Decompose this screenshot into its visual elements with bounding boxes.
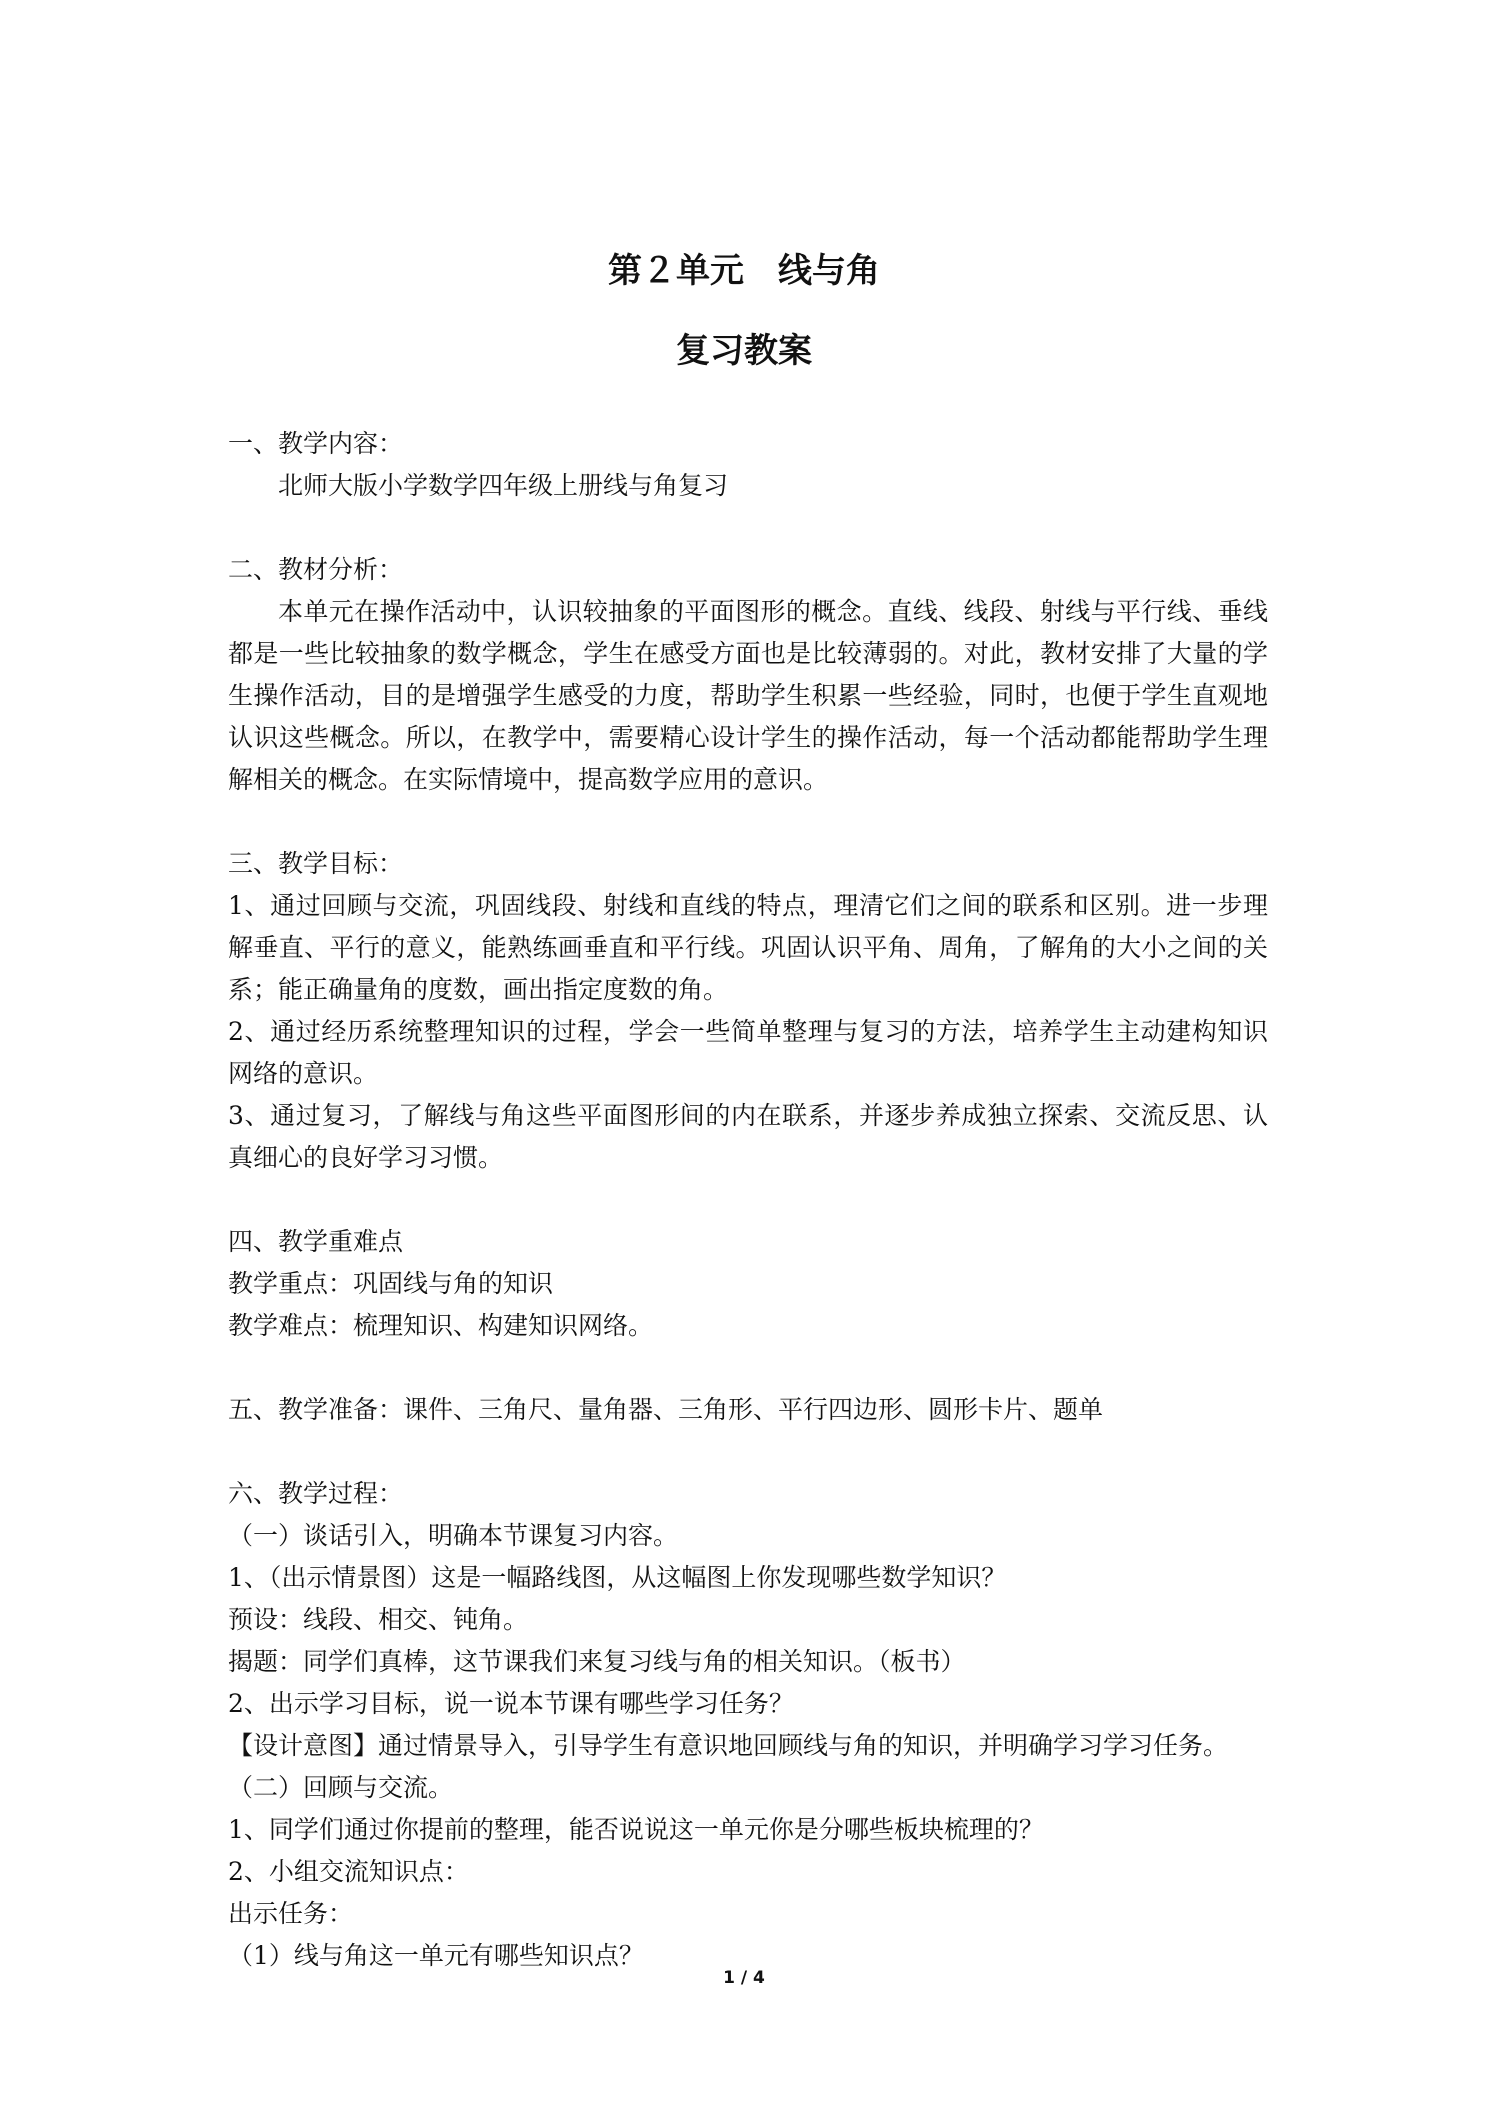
- task-item-1: （1）线与角这一单元有哪些知识点？: [228, 1941, 644, 1970]
- page-title: 第２单元 线与角: [608, 251, 880, 291]
- spacer: [228, 1347, 1268, 1389]
- review-item-2: 2、小组交流知识点：: [228, 1857, 469, 1886]
- process-part-2: （二）回顾与交流。: [228, 1773, 454, 1802]
- process-question-1: 1、（出示情景图）这是一幅路线图，从这幅图上你发现哪些数学知识？: [228, 1563, 1007, 1592]
- review-item-1: 1、同学们通过你提前的整理，能否说说这一单元你是分哪些板块梳理的？: [228, 1815, 1044, 1844]
- process-reveal: 揭题：同学们真棒，这节课我们来复习线与角的相关知识。（板书）: [228, 1647, 966, 1676]
- section-body-content: 北师大版小学数学四年级上册线与角复习: [278, 471, 729, 500]
- goal-item-3: 3、通过复习，了解线与角这些平面图形间的内在联系，并逐步养成独立探索、交流反思、认真细心的良好学习习惯。: [228, 1101, 1268, 1172]
- process-preset: 预设：线段、相交、钝角。: [228, 1605, 529, 1634]
- goal-item-1: 1、通过回顾与交流，巩固线段、射线和直线的特点，理清它们之间的联系和区别。进一步理解垂直、平行的意义，能熟练画垂直和平行线。巩固认识平角、周角，了解角的大小之间的关系；能正确量角的度数，画出指定度数的角。: [228, 891, 1268, 1004]
- section-heading-goals: 三、教学目标：: [228, 849, 404, 878]
- page-number: 1 / 4: [723, 1968, 765, 1988]
- design-intent: 【设计意图】通过情景导入，引导学生有意识地回顾线与角的知识，并明确学习学习任务。: [228, 1731, 1229, 1760]
- task-label: 出示任务：: [228, 1899, 354, 1928]
- section-body-analysis: 本单元在操作活动中，认识较抽象的平面图形的概念。直线、线段、射线与平行线、垂线都是一些比较抽象的数学概念，学生在感受方面也是比较薄弱的。对此，教材安排了大量的学生操作活动，目的是增强学生感受的力度，帮助学生积累一些经验，同时，也便于学生直观地认识这些概念。所以，在教学中，需要精心设计学生的操作活动，每一个活动都能帮助学生理解相关的概念。在实际情境中，提高数学应用的意识。: [228, 597, 1268, 794]
- section-preparation: 五、教学准备：课件、三角尺、量角器、三角形、平行四边形、圆形卡片、题单: [228, 1395, 1104, 1424]
- page-subtitle: 复习教案: [676, 331, 812, 371]
- section-heading-analysis: 二、教材分析：: [228, 555, 404, 584]
- section-heading-process: 六、教学过程：: [228, 1479, 404, 1508]
- process-part-1: （一）谈话引入，明确本节课复习内容。: [228, 1521, 679, 1550]
- spacer: [228, 801, 1268, 843]
- spacer: [228, 1179, 1268, 1221]
- section-heading-content: 一、教学内容：: [228, 429, 404, 458]
- difficult-point: 教学难点：梳理知识、构建知识网络。: [228, 1311, 654, 1340]
- spacer: [228, 1431, 1268, 1473]
- key-point: 教学重点：巩固线与角的知识: [228, 1269, 554, 1298]
- goal-item-2: 2、通过经历系统整理知识的过程，学会一些简单整理与复习的方法，培养学生主动建构知识网络的意识。: [228, 1017, 1268, 1088]
- document-body: [228, 423, 1268, 1977]
- spacer: [228, 507, 1268, 549]
- section-heading-focus: 四、教学重难点: [228, 1227, 404, 1256]
- process-question-2: 2、出示学习目标，说一说本节课有哪些学习任务？: [228, 1689, 794, 1718]
